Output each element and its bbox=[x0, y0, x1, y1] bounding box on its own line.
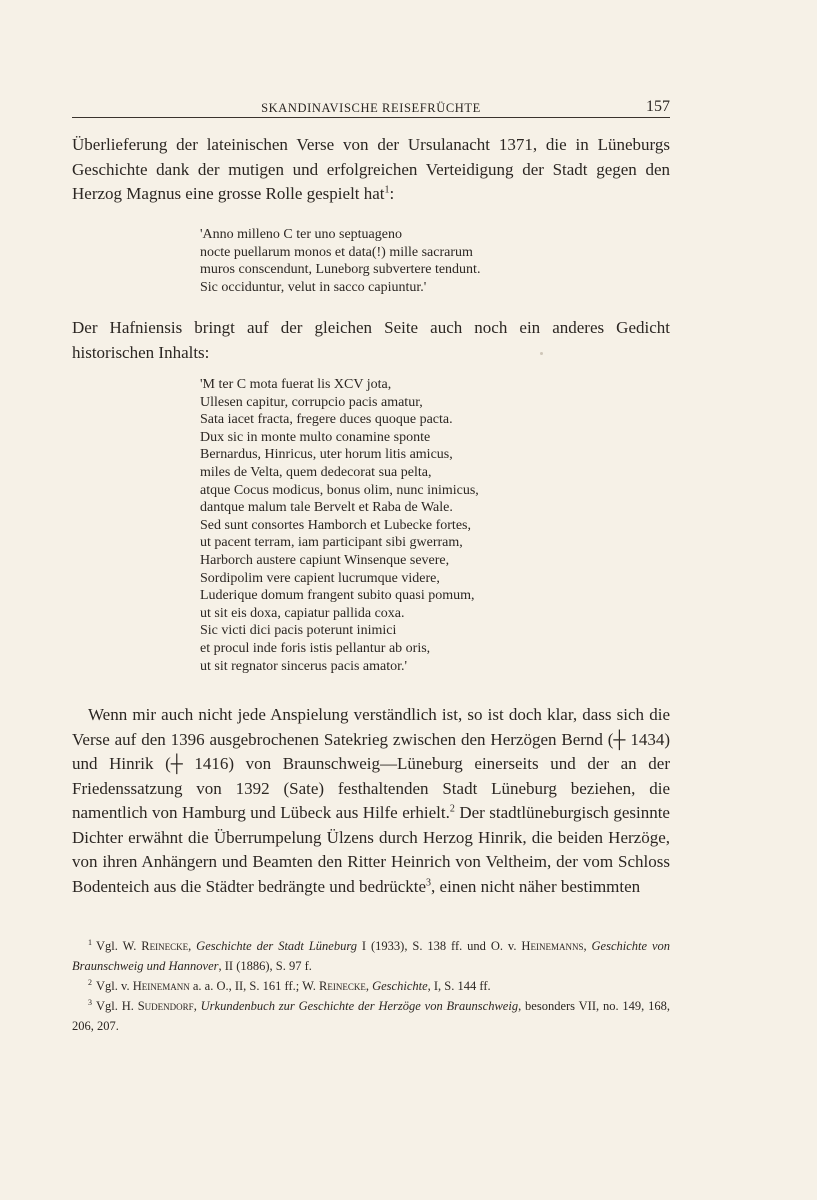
paragraph-1-text: Überlieferung der lateinischen Verse von der Ursulanacht 1371, die in Lüneburgs Geschichte dank der mutigen und erfolgreichen Verteidigung der Stadt gegen den Herzog Magnus eine grosse Rolle gespielt hat bbox=[72, 135, 670, 203]
footnote-text: , bbox=[193, 999, 201, 1013]
verse-line: atque Cocus modicus, bonus olim, nunc inimicus, bbox=[200, 482, 479, 498]
footnote-1 bbox=[72, 936, 670, 976]
verse-block-2 bbox=[200, 376, 620, 675]
footnote-text: , bbox=[365, 979, 373, 993]
paper-speck bbox=[540, 352, 543, 355]
verse-line: 'Anno milleno C ter uno septuageno bbox=[200, 227, 402, 242]
verse-line: muros conscendunt, Luneborg subvertere tendunt. bbox=[200, 262, 481, 278]
footnote-title: Urkundenbuch zur Geschichte der Herzöge von Braunschweig bbox=[200, 999, 519, 1013]
footnote-text: , I, S. 144 ff. bbox=[427, 979, 491, 993]
verse-line: ut sit eis doxa, capiatur pallida coxa. bbox=[200, 605, 405, 621]
verse-line: Bernardus, Hinricus, uter horum litis amicus, bbox=[200, 447, 453, 463]
verse-line: Sordipolim vere capient lucrumque videre, bbox=[200, 570, 440, 586]
running-head bbox=[72, 98, 670, 118]
verse-line: Sata iacet fracta, fregere duces quoque pacta. bbox=[200, 412, 453, 428]
verse-line: ut pacent terram, iam participant sibi gwerram, bbox=[200, 535, 463, 551]
verse-line: Dux sic in monte multo conamine sponte bbox=[200, 429, 431, 445]
page-number: 157 bbox=[646, 98, 670, 115]
footnote-3 bbox=[72, 996, 670, 1036]
footnote-text: , besonders VII, no. 149, 168, 206, 207. bbox=[72, 999, 671, 1033]
header-rule bbox=[72, 117, 670, 118]
verse-line: Sed sunt consortes Hamborch et Lubecke fortes, bbox=[200, 517, 471, 533]
verse-line: Ullesen capitur, corrupcio pacis amatur, bbox=[200, 394, 423, 410]
footnote-title: Geschichte von Braunschweig und Hannover bbox=[72, 939, 670, 973]
paragraph-1 bbox=[72, 133, 670, 207]
verse-line: Luderique domum frangent subito quasi pomum, bbox=[200, 588, 475, 604]
paragraph-3-text-c: , einen nicht näher bestimmten bbox=[431, 876, 641, 896]
verse-line: Sic victi dici pacis poterunt inimici bbox=[200, 623, 397, 639]
verse-line: dantque malum tale Bervelt et Raba de Wale. bbox=[200, 500, 453, 516]
footnote-text: Vgl. H. bbox=[96, 999, 138, 1013]
footnote-text: , bbox=[583, 939, 592, 953]
verse-line: et procul inde foris istis pellantur ab oris, bbox=[200, 640, 431, 656]
paragraph-2: Der Hafniensis bringt auf der gleichen Seite auch noch ein anderes Gedicht historischen Inhalts: bbox=[72, 318, 670, 362]
footnote-title: Geschichte der Stadt Lüneburg bbox=[196, 939, 357, 953]
footnote-ref-3: 3 bbox=[426, 876, 432, 888]
footnote-ref-2: 2 bbox=[449, 803, 455, 815]
verse-line: nocte puellarum monos et data(!) mille sacrarum bbox=[200, 244, 473, 260]
paragraph-1-end: : bbox=[389, 184, 395, 203]
footnote-author: Reinecke bbox=[319, 979, 366, 993]
footnote-author: Sudendorf bbox=[137, 999, 194, 1013]
paragraph-3-text-b: Der stadtlüneburgisch gesinnte Dichter erwähnt die Überrumpelung Ülzens durch Herzog Hinrik, die beiden Herzöge, von ihren Anhängern und Beamten den Ritter Heinrich von Veltheim, der vom Schloss Bodenteich aus die Städter bedrängte und bedrückte bbox=[72, 803, 670, 896]
footnote-text: a. a. O., II, S. 161 ff.; W. bbox=[189, 979, 320, 993]
paragraph-3 bbox=[72, 703, 670, 899]
paragraph-3-text-a: Wenn mir auch nicht jede Anspielung verständlich ist, so ist doch klar, dass sich die Verse auf den 1396 ausgebrochenen Satekrieg zwischen den Herzögen Bernd (┼ 1434) und Hinrik (┼ 1416) von Braunschweig—Lüneburg einerseits und der an der Friedenssatzung von 1392 (Sate) festhaltenden Stadt Lüneburg beziehen, die namentlich von Hamburg und Lübeck aus Hilfe erhielt. bbox=[72, 705, 670, 822]
verse-line: ut sit regnator sincerus pacis amator.' bbox=[200, 658, 408, 674]
footnote-2 bbox=[72, 976, 670, 996]
footnote-text: , bbox=[188, 939, 197, 953]
footnote-text: Vgl. v. bbox=[96, 979, 133, 993]
verse-line: Sic occiduntur, velut in sacco capiuntur.' bbox=[200, 279, 427, 295]
footnote-2-number: 2 bbox=[88, 977, 92, 987]
footnote-title: Geschichte bbox=[372, 979, 428, 993]
footnotes bbox=[72, 936, 670, 1036]
footnote-author: Heinemanns bbox=[521, 939, 584, 953]
footnote-author: Heinemann bbox=[132, 979, 190, 993]
footnote-text: Vgl. W. bbox=[96, 939, 142, 953]
verse-block-1 bbox=[200, 226, 620, 296]
footnote-text: , II (1886), S. 97 f. bbox=[218, 959, 312, 973]
footnote-author: Reinecke bbox=[141, 939, 189, 953]
verse-line: 'M ter C mota fuerat lis XCV jota, bbox=[200, 377, 392, 392]
verse-line: Harborch austere capiunt Winsenque severe, bbox=[200, 552, 450, 568]
footnote-text: I (1933), S. 138 ff. und O. v. bbox=[356, 939, 522, 953]
verse-line: miles de Velta, quem dedecorat sua pelta, bbox=[200, 464, 432, 480]
footnote-1-number: 1 bbox=[88, 937, 92, 947]
footnote-ref-1: 1 bbox=[384, 184, 390, 196]
footnote-3-number: 3 bbox=[88, 997, 92, 1007]
running-title: SKANDINAVISCHE REISEFRÜCHTE bbox=[261, 101, 481, 115]
